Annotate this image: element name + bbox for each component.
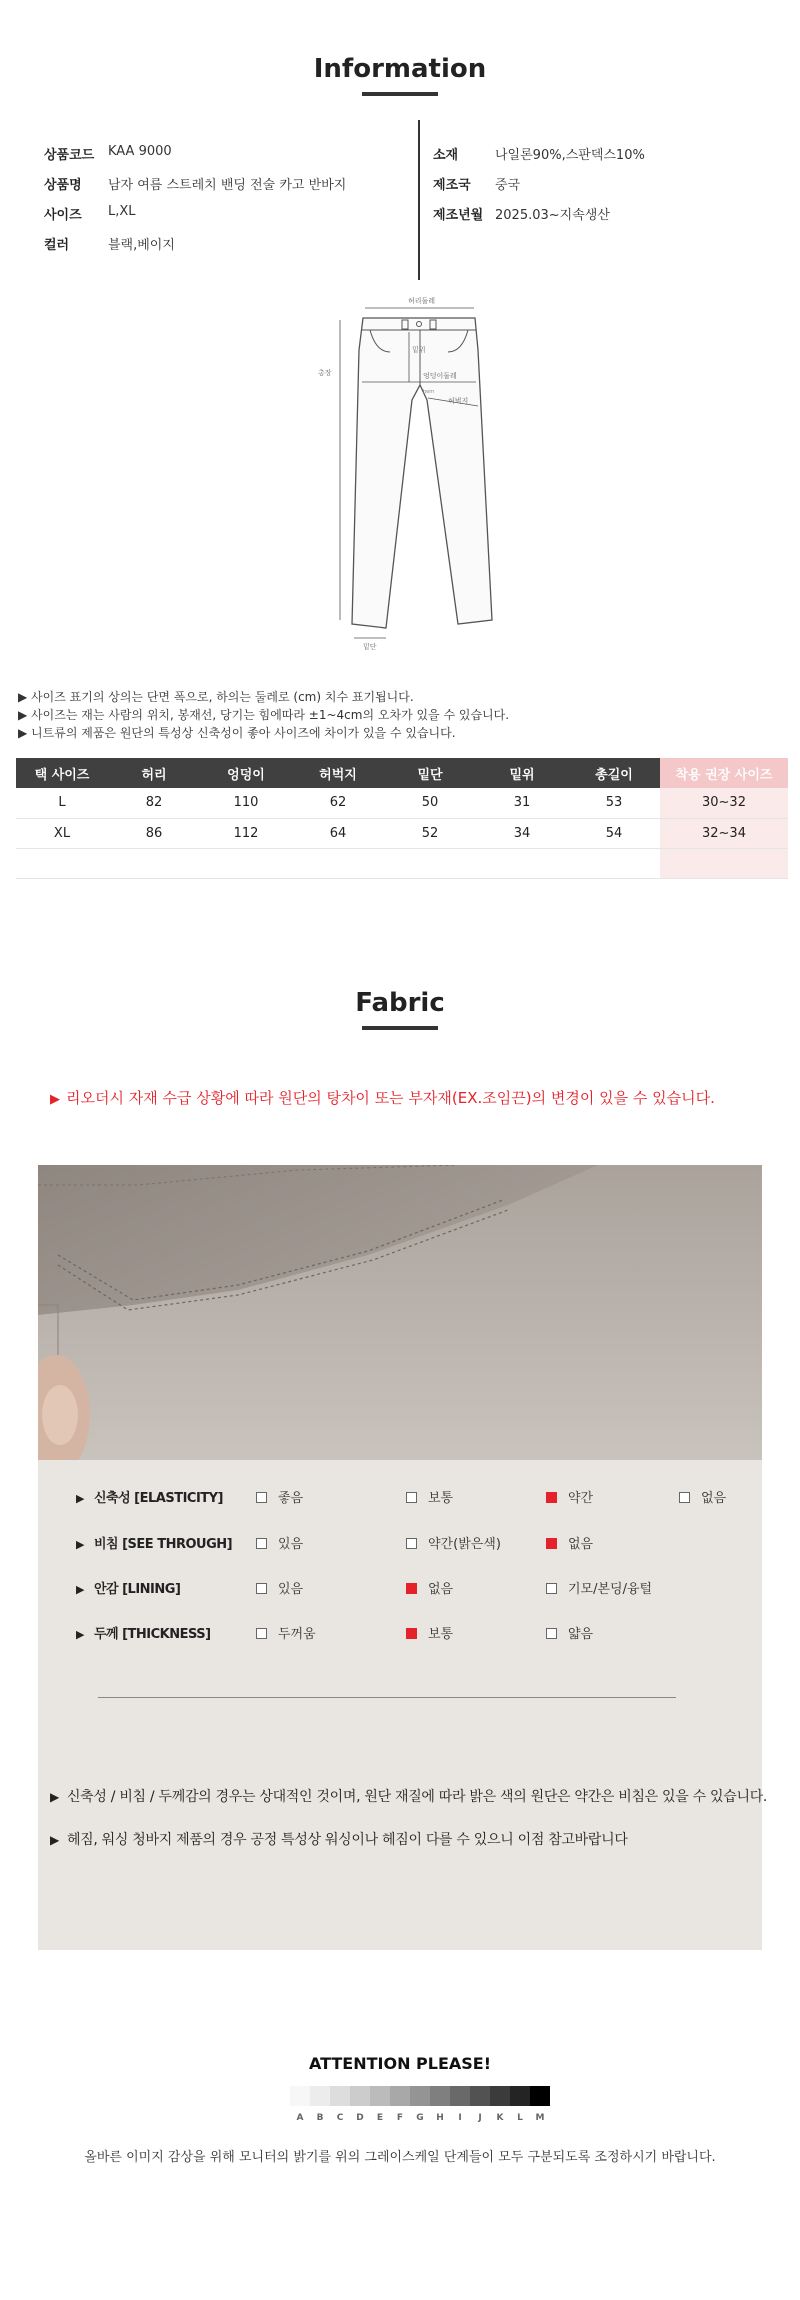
grayscale-letter: A bbox=[296, 2113, 304, 2123]
option-checkbox bbox=[256, 1623, 316, 1642]
fabric-title: Fabric bbox=[355, 988, 445, 1018]
checkbox-checked-icon bbox=[546, 1538, 557, 1549]
table-cell: 110 bbox=[200, 788, 292, 818]
info-label: 상품코드 bbox=[44, 148, 95, 163]
option-label: 약간 bbox=[568, 1491, 594, 1506]
option-label: 두꺼움 bbox=[278, 1627, 316, 1642]
option-checkbox-selected bbox=[546, 1487, 593, 1506]
option-label: 보통 bbox=[428, 1491, 454, 1506]
option-label: 약간(밝은색) bbox=[428, 1537, 501, 1552]
fabric-note-text: 신축성 / 비침 / 두께감의 경우는 상대적인 것이며, 원단 재질에 따라 밝은 색의 원단은 약간은 비침은 있을 수 있습니다. bbox=[66, 1789, 768, 1805]
grayscale-swatch bbox=[510, 2086, 530, 2106]
fabric-title-underline bbox=[362, 1026, 438, 1030]
arrow-icon: ▶ bbox=[76, 1492, 84, 1505]
option-checkbox bbox=[546, 1578, 652, 1597]
option-label: 보통 bbox=[428, 1627, 454, 1642]
grayscale-swatch bbox=[410, 2086, 430, 2106]
info-value: 2025.03~지속생산 bbox=[495, 208, 610, 223]
option-checkbox bbox=[256, 1533, 303, 1552]
header-hip: 엉덩이 bbox=[200, 758, 292, 788]
grayscale-swatch bbox=[290, 2086, 310, 2106]
property-label-text: 안감 [LINING] bbox=[93, 1582, 181, 1597]
header-rise: 밑위 bbox=[476, 758, 568, 788]
grayscale-swatch bbox=[470, 2086, 490, 2106]
property-thickness bbox=[76, 1623, 736, 1643]
option-checkbox bbox=[256, 1487, 303, 1506]
arrow-icon: ▶ bbox=[50, 1833, 59, 1847]
property-see-through bbox=[76, 1533, 736, 1553]
option-label: 있음 bbox=[278, 1582, 304, 1597]
property-lining bbox=[76, 1578, 736, 1598]
table-cell: 86 bbox=[108, 818, 200, 848]
checkbox-icon bbox=[546, 1628, 557, 1639]
checkbox-icon bbox=[546, 1583, 557, 1594]
table-cell: 54 bbox=[568, 818, 660, 848]
pants-measurement-diagram bbox=[310, 290, 500, 660]
info-label: 제조국 bbox=[433, 178, 471, 193]
info-country bbox=[433, 174, 521, 193]
info-value: 남자 여름 스트레치 밴딩 전술 카고 반바지 bbox=[108, 178, 347, 193]
arrow-icon: ▶ bbox=[50, 1790, 59, 1804]
header-waist: 허리 bbox=[108, 758, 200, 788]
info-value: KAA 9000 bbox=[108, 144, 172, 159]
info-label: 상품명 bbox=[44, 178, 82, 193]
header-length: 총길이 bbox=[568, 758, 660, 788]
option-label: 없음 bbox=[701, 1491, 727, 1506]
info-product-code bbox=[44, 144, 172, 163]
checkbox-checked-icon bbox=[546, 1492, 557, 1503]
table-row-empty bbox=[16, 848, 788, 878]
grayscale-swatch bbox=[430, 2086, 450, 2106]
panel-divider bbox=[98, 1697, 676, 1698]
table-row bbox=[16, 788, 788, 818]
option-checkbox bbox=[256, 1578, 303, 1597]
diagram-hip-label: 엉덩이둘레 bbox=[423, 372, 457, 380]
grayscale-letter: I bbox=[458, 2113, 462, 2123]
grayscale-letter: D bbox=[356, 2113, 364, 2123]
header-recommended-size: 착용 권장 사이즈 bbox=[660, 758, 788, 788]
property-label bbox=[76, 1487, 223, 1506]
info-manufacture-date bbox=[433, 204, 610, 223]
diagram-hem-label: 밑단 bbox=[363, 643, 377, 651]
table-cell-recommended: 30~32 bbox=[660, 788, 788, 818]
info-product-name bbox=[44, 174, 347, 193]
fabric-note-text: 헤짐, 워싱 청바지 제품의 경우 공정 특성상 워싱이나 헤짐이 다를 수 있으니 이점 참고바랍니다 bbox=[66, 1832, 628, 1848]
table-cell: 64 bbox=[292, 818, 384, 848]
table-row bbox=[16, 818, 788, 848]
property-label bbox=[76, 1623, 211, 1642]
option-label: 있음 bbox=[278, 1537, 304, 1552]
info-label: 사이즈 bbox=[44, 208, 82, 223]
attention-note: 올바른 이미지 감상을 위해 모니터의 밝기를 위의 그레이스케일 단계들이 모두 구분되도록 조정하시기 바랍니다. bbox=[84, 2150, 716, 2165]
info-divider bbox=[418, 120, 420, 280]
option-label: 기모/본딩/융털 bbox=[568, 1582, 653, 1597]
option-label: 좋음 bbox=[278, 1491, 304, 1506]
table-cell: 53 bbox=[568, 788, 660, 818]
table-cell: 82 bbox=[108, 788, 200, 818]
option-checkbox-selected bbox=[406, 1578, 453, 1597]
diagram-waist-label: 허리둘레 bbox=[408, 297, 436, 305]
checkbox-checked-icon bbox=[406, 1583, 417, 1594]
header-thigh: 허벅지 bbox=[292, 758, 384, 788]
warning-text: 리오더시 자재 수급 상황에 따라 원단의 탕차이 또는 부자재(EX.조임끈)의 변경이 있을 수 있습니다. bbox=[66, 1089, 715, 1107]
info-material bbox=[433, 144, 645, 163]
checkbox-icon bbox=[256, 1583, 267, 1594]
table-cell: L bbox=[16, 788, 108, 818]
grayscale-letter: G bbox=[416, 2113, 424, 2123]
info-label: 제조년월 bbox=[433, 208, 484, 223]
fabric-note bbox=[50, 1829, 628, 1849]
size-note: ▶ 사이즈 표기의 상의는 단면 폭으로, 하의는 둘레로 (cm) 치수 표기됩니다. bbox=[18, 690, 414, 704]
grayscale-swatch bbox=[330, 2086, 350, 2106]
info-label: 컬러 bbox=[44, 238, 70, 253]
diagram-rise-label: 밑위 bbox=[412, 346, 426, 354]
info-label: 소재 bbox=[433, 148, 459, 163]
option-checkbox bbox=[679, 1487, 726, 1506]
checkbox-icon bbox=[256, 1628, 267, 1639]
size-notes bbox=[18, 688, 509, 742]
grayscale-letter: J bbox=[478, 2113, 482, 2123]
grayscale-swatch bbox=[450, 2086, 470, 2106]
grayscale-swatch bbox=[370, 2086, 390, 2106]
arrow-icon: ▶ bbox=[76, 1628, 84, 1641]
table-cell: 34 bbox=[476, 818, 568, 848]
fabric-closeup-photo bbox=[38, 1165, 762, 1460]
diagram-thigh-label: 허벅지 bbox=[448, 397, 469, 405]
option-checkbox-selected bbox=[406, 1623, 453, 1642]
grayscale-letter: E bbox=[376, 2113, 384, 2123]
table-cell: 50 bbox=[384, 788, 476, 818]
information-title-underline bbox=[362, 92, 438, 96]
attention-title: ATTENTION PLEASE! bbox=[308, 2054, 492, 2073]
grayscale-bar bbox=[290, 2086, 550, 2106]
fabric-note bbox=[50, 1786, 767, 1806]
header-hem: 밑단 bbox=[384, 758, 476, 788]
arrow-icon: ▶ bbox=[76, 1538, 84, 1551]
size-note: ▶ 사이즈는 재는 사람의 위치, 봉재선, 당기는 힘에따라 ±1~4cm의 오차가 있을 수 있습니다. bbox=[18, 708, 510, 722]
grayscale-swatch bbox=[310, 2086, 330, 2106]
option-label: 없음 bbox=[428, 1582, 454, 1597]
reorder-warning bbox=[50, 1087, 715, 1108]
grayscale-swatch bbox=[490, 2086, 510, 2106]
checkbox-icon bbox=[256, 1492, 267, 1503]
option-label: 없음 bbox=[568, 1537, 594, 1552]
size-note: ▶ 니트류의 제품은 원단의 특성상 신축성이 좋아 사이즈에 차이가 있을 수 있습니다. bbox=[18, 726, 456, 740]
checkbox-icon bbox=[406, 1538, 417, 1549]
grayscale-letter: H bbox=[436, 2113, 444, 2123]
option-checkbox bbox=[546, 1623, 593, 1642]
property-label-text: 비침 [SEE THROUGH] bbox=[93, 1537, 233, 1552]
option-checkbox bbox=[406, 1487, 453, 1506]
info-value: 나일론90%,스판덱스10% bbox=[495, 148, 645, 163]
option-checkbox bbox=[406, 1533, 501, 1552]
grayscale-swatch bbox=[390, 2086, 410, 2106]
checkbox-icon bbox=[256, 1538, 267, 1549]
property-label bbox=[76, 1533, 232, 1552]
grayscale-swatch bbox=[530, 2086, 550, 2106]
header-tag-size: 택 사이즈 bbox=[16, 758, 108, 788]
grayscale-letter: F bbox=[396, 2113, 404, 2123]
table-cell: 52 bbox=[384, 818, 476, 848]
property-label-text: 두께 [THICKNESS] bbox=[93, 1627, 211, 1642]
info-value: 중국 bbox=[495, 178, 521, 193]
information-title: Information bbox=[313, 54, 487, 84]
warning-arrow-icon: ▶ bbox=[50, 1092, 60, 1107]
grayscale-letter: B bbox=[316, 2113, 324, 2123]
property-label bbox=[76, 1578, 180, 1597]
info-value: 블랙,베이지 bbox=[108, 238, 175, 253]
grayscale-letter: L bbox=[517, 2113, 523, 2123]
info-value: L,XL bbox=[108, 204, 136, 219]
grayscale-letter: M bbox=[535, 2113, 545, 2123]
table-cell: 112 bbox=[200, 818, 292, 848]
diagram-crotch-label: hem bbox=[423, 389, 435, 395]
size-table-header bbox=[16, 758, 788, 788]
checkbox-icon bbox=[679, 1492, 690, 1503]
checkbox-checked-icon bbox=[406, 1628, 417, 1639]
table-cell-recommended: 32~34 bbox=[660, 818, 788, 848]
table-cell: 62 bbox=[292, 788, 384, 818]
table-cell: XL bbox=[16, 818, 108, 848]
info-size bbox=[44, 204, 136, 223]
table-cell: 31 bbox=[476, 788, 568, 818]
option-label: 얇음 bbox=[568, 1627, 594, 1642]
checkbox-icon bbox=[406, 1492, 417, 1503]
property-label-text: 신축성 [ELASTICITY] bbox=[93, 1491, 224, 1506]
grayscale-swatch bbox=[350, 2086, 370, 2106]
property-elasticity bbox=[76, 1487, 736, 1507]
diagram-length-label: 총장 bbox=[318, 369, 332, 377]
arrow-icon: ▶ bbox=[76, 1583, 84, 1596]
size-table bbox=[16, 758, 788, 879]
grayscale-letters bbox=[290, 2113, 550, 2123]
grayscale-letter: K bbox=[496, 2113, 504, 2123]
option-checkbox-selected bbox=[546, 1533, 593, 1552]
info-color bbox=[44, 234, 175, 253]
grayscale-letter: C bbox=[336, 2113, 344, 2123]
